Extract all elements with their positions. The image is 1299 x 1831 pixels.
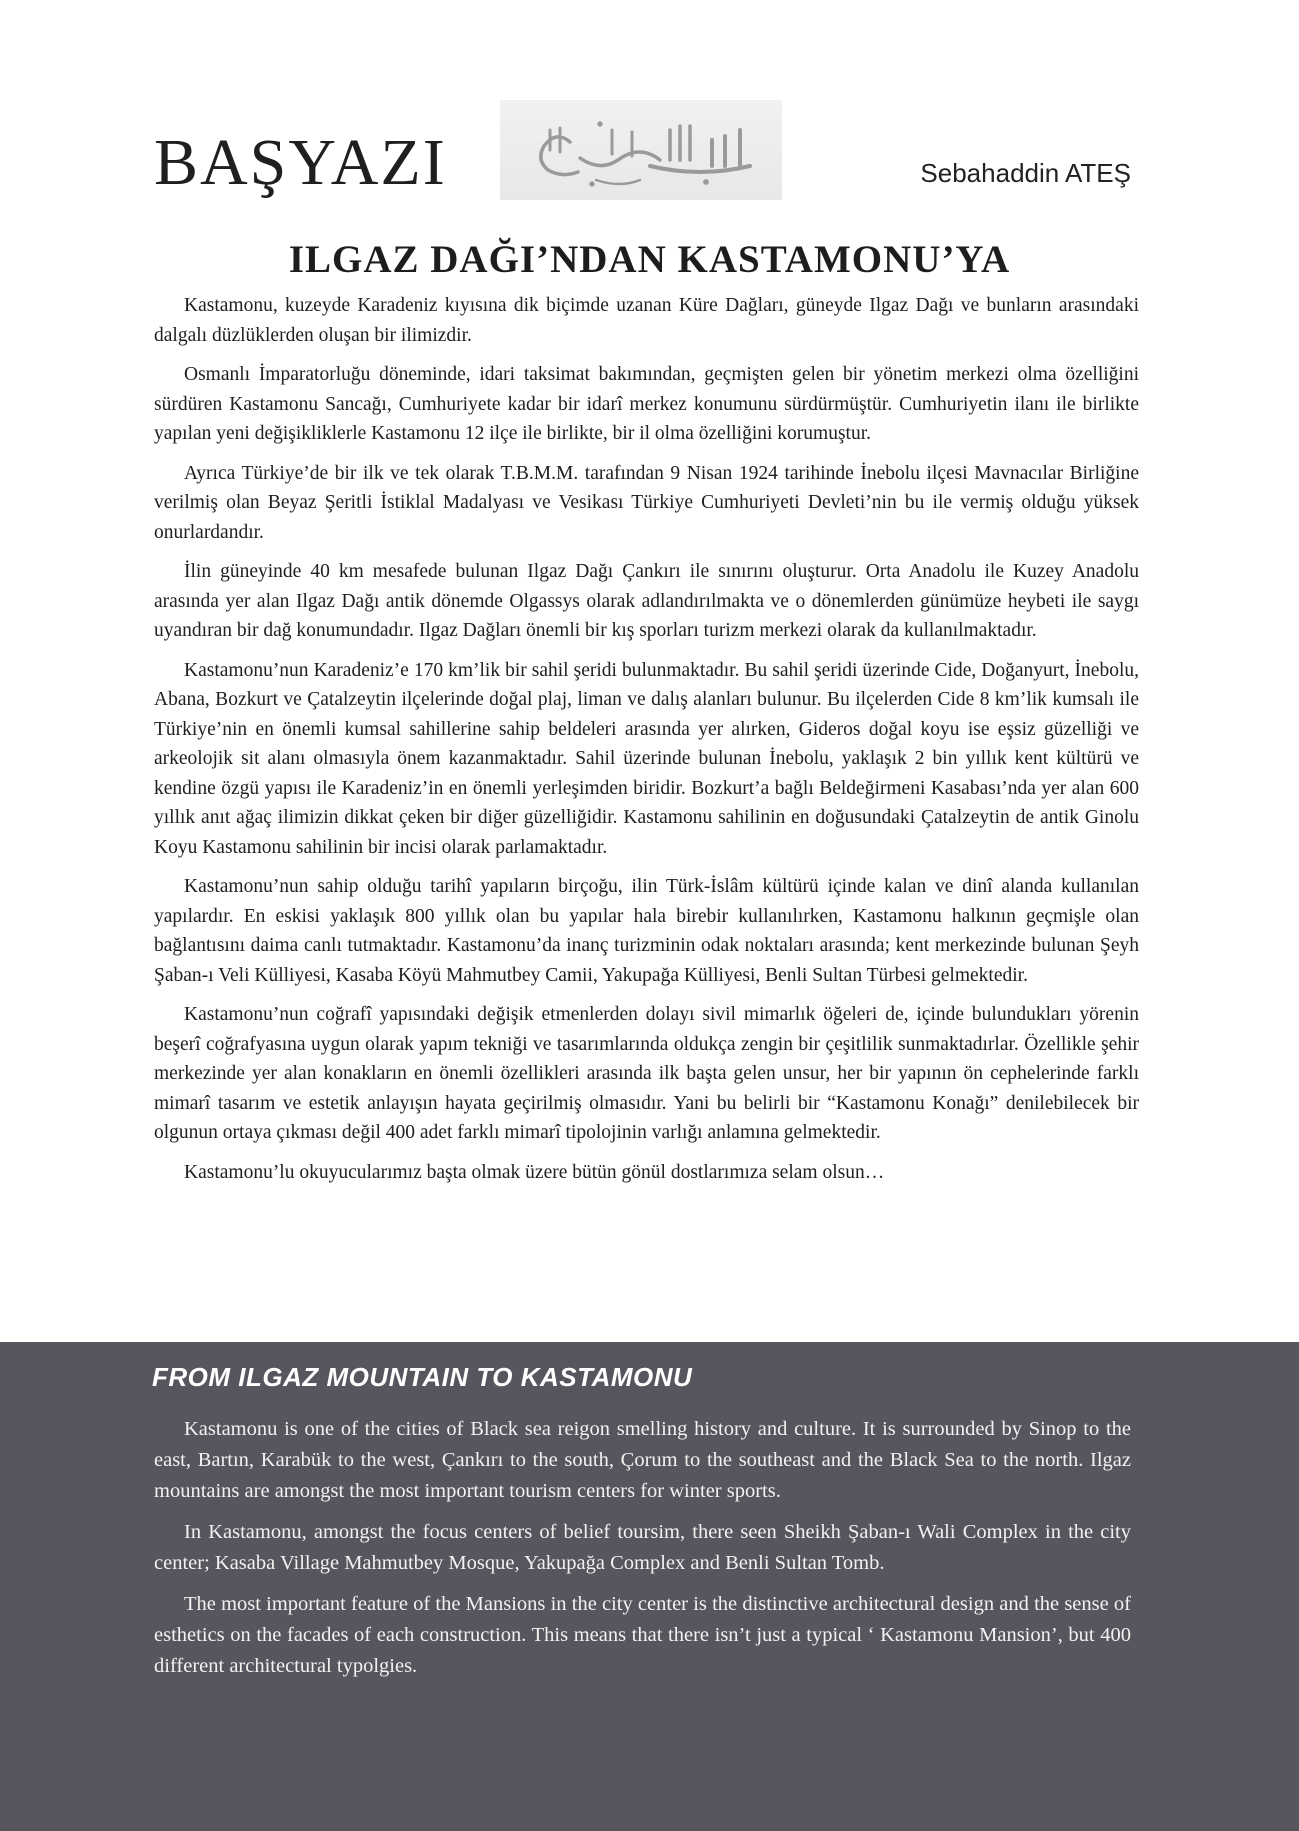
basmala-calligraphy-image (500, 100, 782, 200)
article-body-turkish (154, 291, 1139, 1197)
section-label: BAŞYAZI (154, 126, 447, 199)
paragraph: Kastamonu is one of the cities of Black sea reigon smelling history and culture. It is surrounded by Sinop to the east, Bartın, Karabük to the west, Çankırı to the south, Çorum to the southeast and the Black Sea to the north. Ilgaz mountains are amongst the most important tourism centers for winter sports. (154, 1418, 1131, 1502)
paragraph: Kastamonu, kuzeyde Karadeniz kıyısına dik biçimde uzanan Küre Dağları, güneyde Ilgaz Dağı ve bunların arasındaki dalgalı düzlüklerden oluşan bir ilimizdir. (154, 295, 1139, 346)
paragraph: Ayrıca Türkiye’de bir ilk ve tek olarak T.B.M.M. tarafından 9 Nisan 1924 tarihinde İnebolu ilçesi Mavnacılar Birliğine verilmiş olan Beyaz Şeritli İstiklal Madalyası ve Vesikası Türkiye Cumhuriyeti Devleti’nin bu ile vermiş olduğu yüksek onurlardandır. (154, 462, 1139, 543)
english-title: FROM ILGAZ MOUNTAIN TO KASTAMONU (152, 1362, 693, 1392)
paragraph: Kastamonu’lu okuyucularımız başta olmak üzere bütün gönül dostlarımıza selam olsun… (184, 1161, 885, 1183)
paragraph: İlin güneyinde 40 km mesafede bulunan Ilgaz Dağı Çankırı ile sınırını oluşturur. Orta Anadolu ile Kuzey Anadolu arasında yer alan Ilgaz Dağı antik dönemde Olgassys olarak adlandırılmakta ve o dönemlerden günümüze heybeti ile saygı uyandıran bir dağ konumundadır. Ilgaz Dağları önemli bir kış sporları turizm merkezi olarak da kullanılmaktadır. (154, 561, 1139, 641)
paragraph: Kastamonu’nun Karadeniz’e 170 km’lik bir sahil şeridi bulunmaktadır. Bu sahil şeridi üzerinde Cide, Doğanyurt, İnebolu, Abana, Bozkurt ve Çatalzeytin ilçelerinde doğal plaj, liman ve dalış alanları bulunur. Bu ilçelerden Cide 8 km’lik kumsalı ile Türkiye’nin en önemli kumsal sahillerine sahip beldeleri arasında yer alırken, Gideros doğal koyu ise eşsiz güzelliği ve arkeolojik sit alanı olmasıyla önem kazanmaktadır. Sahil üzerinde bulunan İnebolu, yaklaşık 2 bin yıllık kent kültürü ve kendine özgü yapısı ile Karadeniz’in en önemli yerleşimden biridir. Bozkurt’a bağlı Beldeğirmeni Kasabası’nda yer alan 600 yıllık anıt ağaç ilimizin dikkat çeken bir diğer güzelliğidir. Kastamonu sahilinin en doğusundaki Çatalzeytin de antik Ginolu Koyu Kastamonu sahilinin bir incisi olarak parlamaktadır. (154, 659, 1139, 858)
article-title: ILGAZ DAĞI’NDAN KASTAMONU’YA (288, 238, 1011, 281)
author-name: Sebahaddin ATEŞ (920, 158, 1131, 188)
paragraph: The most important feature of the Mansions in the city center is the distinctive architectural design and the sense of esthetics on the facades of each construction. This means that there isn’t just a typical ‘ Kastamonu Mansion’, but 400 different architectural typolgies. (154, 1593, 1131, 1677)
page-header (0, 0, 1299, 230)
paragraph: In Kastamonu, amongst the focus centers of belief toursim, there seen Sheikh Şaban-ı Wali Complex in the city center; Kasaba Village Mahmutbey Mosque, Yakupağa Complex and Benli Sultan Tomb. (154, 1521, 1131, 1574)
paragraph: Kastamonu’nun sahip olduğu tarihî yapıların birçoğu, ilin Türk-İslâm kültürü içinde kalan ve dinî alanda kullanılan yapılardır. En eskisi yaklaşık 800 yıllık olan bu yapılar hala birebir kullanılırken, Kastamonu halkının geçmişle olan bağlantısını daima canlı tutmaktadır. Kastamonu’da inanç turizminin odak noktaları arasında; kent merkezinde bulunan Şeyh Şaban-ı Veli Külliyesi, Kasaba Köyü Mahmutbey Camii, Yakupağa Külliyesi, Benli Sultan Türbesi gelmektedir. (154, 876, 1139, 986)
paragraph: Osmanlı İmparatorluğu döneminde, idari taksimat bakımından, geçmişten gelen bir yönetim merkezi olma özelliğini sürdüren Kastamonu Sancağı, Cumhuriyete kadar bir idarî merkez konumunu sürdürmüştür. Cumhuriyetin ilanı ile birlikte yapılan yeni değişikliklerle Kastamonu 12 ilçe ile birlikte, bir il olma özelliğini korumuştur. (154, 364, 1139, 444)
paragraph: Kastamonu’nun coğrafî yapısındaki değişik etmenlerden dolayı sivil mimarlık öğeleri de, içinde bulundukları yörenin beşerî coğrafyasına uygun olarak yapım tekniği ve tasarımlarında oldukça zengin bir çeşitlilik sunmaktadırlar. Özellikle şehir merkezinde yer alan konakların en önemli özellikleri arasında ilk başta gelen unsur, her bir yapının ön cephelerinde farklı mimarî tasarım ve estetik anlayışın hayata geçirilmiş olmasıdır. Yani bu belirli bir “Kastamonu Konağı” denilebilecek bir olgunun ortaya çıkması değil 400 adet farklı mimarî tipolojinin varlığı anlamına gelmektedir. (154, 1004, 1139, 1143)
english-summary-body (154, 1414, 1131, 1692)
